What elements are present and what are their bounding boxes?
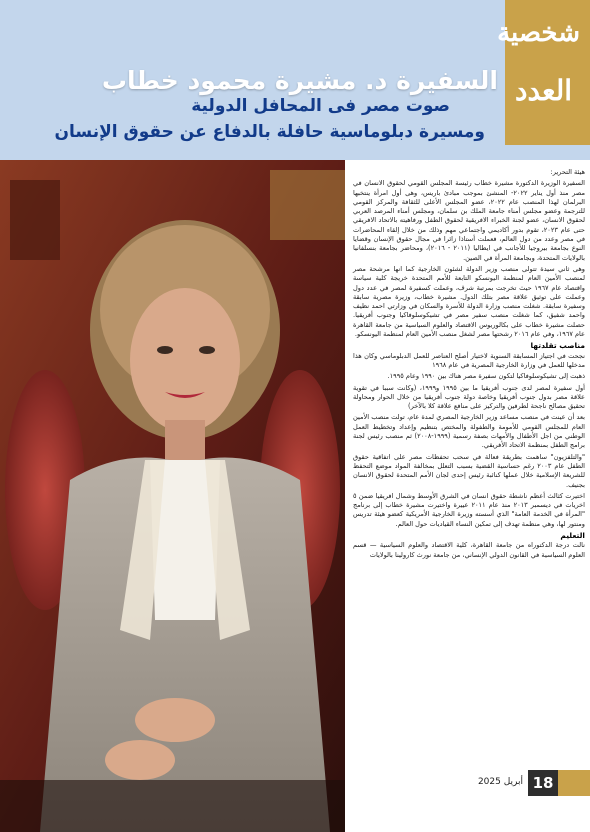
issue-date: أبريل 2025 — [477, 777, 523, 787]
article-paragraph: نالت درجة الدكتوراه من جامعة القاهرة، كلية الاقتصاد والعلوم السياسية — قسم العلوم السياسية في القانون الدولي الإنساني، من جامعة نورث كارولينا بالولايات — [353, 541, 585, 559]
article-paragraph: نجحت في اجتياز المسابقة السنوية لاختيار أصلح العناصر للعمل الدبلوماسي وكان هذا مدخلها للعمل في وزارة الخارجية المصرية في عام ١٩٦٨ — [353, 351, 585, 369]
article-paragraph: "والتلفزيون" ساهمت بطريقة فعالة في سحب تحفظات مصر على اتفاقية حقوق الطفل عام ٢٠٠٣ رغم حساسية القضية بسبب التعلل بمخالفة المواد موضع التحفظ للشريعة الإسلامية خلال عملها كنائبة رئيس إحدى لجان الأمم المتحدة لحقوق الانسان بجنيف. — [353, 452, 586, 489]
footer-accent — [558, 770, 590, 796]
article-paragraph: ذهبت إلى تشيكوسلوفاكيا لتكون سفيرة مصر هناك بين ١٩٩٠ وعام ١٩٩٥. — [387, 372, 585, 381]
article-body — [353, 168, 585, 562]
article-byline: هيئة التحرير: — [550, 168, 585, 176]
subtitle-line-2: ومسيرة دبلوماسية حافلة بالدفاع عن حقوق الإنسان — [54, 122, 485, 142]
portrait-illustration — [0, 160, 345, 832]
section-heading: التعليم — [560, 530, 585, 540]
article-paragraph: السفيرة الوزيرة الدكتورة مشيرة خطاب رئيسة المجلس القومي لحقوق الانسان في مصر منذ أول يناير ٢٠٢٢- المنشئ بموجب مبادئ باريس، وهى أول امرأة ينتخبها البرلمان لهذا المنصب عام ٢٠٢٢، عضو المجلس الأعلى للثقافة والمركز القومي للترجمة وعضو مجلس أمناء جامعة الملك بن سلمان، ومجلس أمناء المرصد العربي لحقوق الانسان، عضو لجنة الخبراء الافريقية لحقوق الطفل ورفاهيته بالاتحاد الافريقي حتى عام ٢٠٢٣، تقوم بدور أكاديمي واجتماعي مهم وذلك من خلال إلقاء المحاضرات في مصر وعدد من دول العالم، فعملت أستاذا زائرا في مجال حقوق الإنسان وقضايا النوع بجامعة بيروجيا للأجانب في ايطاليا (٢٠١١ - ٢٠١٦)، ومحاضر بجامعة بنسلفانيا بالولايات المتحدة، وبجامعة المرأة في الصين. — [353, 179, 585, 262]
article-paragraph: بعد أن عينت في منصب مساعد وزير الخارجية المصري لمدة عام، تولت منصب الأمين العام للمجلس القومي للأمومة والطفولة والمختص بتنظيم وإعداد وتخطيط العمل الوطني من اجل الأطفال والأمهات بصفة رسمية (١٩٩٩-٢٠٠٨) ثم منصب رئيس لجنة برامج الطفل بمنظمة الاتحاد الأفريقي. — [353, 413, 585, 450]
page-number: 18 — [528, 770, 558, 796]
subtitle-line-1: صوت مصر فى المحافل الدولية — [191, 96, 450, 116]
article-column — [345, 168, 590, 768]
page-title: السفيرة د. مشيرة محمود خطاب — [101, 66, 498, 95]
article-paragraph: وهى ثاني سيدة تتولى منصب وزير الدولة لشئون الخارجية كما انها مرشحة مصر لمنصب الأمين العام لمنظمة اليونسكو التابعة للأمم المتحدة خريجة كلية سياسة واقتصاد عام ١٩٦٧ حيث تخرجت بمرتبة شرف، وعملت كسفيرة لمصر في عدد دول وعملت على توثيق علاقة مصر بتلك الدول. مشيرة خطاب، وزيرة مصرية سابقة وسفيرة سابقة. شغلت منصب وزارة الدولة للأسرة والسكان في وزارتي احمد نظيف واحمد شفيق، كما شغلت منصب سفير مصر في تشيكوسلوفاكيا وجنوب أفريقيا. حصلت مشيرة خطاب على بكالوريوس الاقتصاد والعلوم السياسية من جامعة القاهرة عام ١٩٦٧، وفي عام ٢٠١٦ رشحتها مصر لشغل منصب الأمين العام لمنظمة اليونسكو. — [353, 264, 585, 339]
article-paragraph: أول سفيرة لمصر لدى جنوب أفريقيا ما بين ١٩٩٥ و١٩٩٩، (وكانت سببا في تقوية علاقة مصر بدول جنوب أفريقيا وخاصة دولة جنوب أفريقيا من خلال الحوار ومحاولة تحقيق مصالح ناجحة لطرفين والتركيز على منافع علاقة كلا بالآخر) — [353, 383, 586, 411]
badge-line-1: شخصية — [497, 18, 580, 48]
section-heading: مناصب تقلدتها — [530, 341, 585, 351]
section-badge — [497, 0, 590, 145]
portrait-photo — [0, 160, 345, 832]
footer-space — [345, 796, 590, 832]
article-paragraph: اختيرت كثالث أعظم ناشطة حقوق انسان في الشرق الأوسط وشمال افريقيا ضمن ٥ اخريات في ديسمبر ٢٠١٣ منذ عام ٢٠١١ عييرة واختيرت مشيرة خطاب إلى برنامج "المرأة في الخدمة العامة" الذي أسسته وزيرة الخارجية الأمريكية كعضو هيئة تدريس ومنتور لها، وهي منظمة تهدف إلى تمكين النساء القياديات حول العالم. — [353, 491, 586, 528]
badge-line-2: العدد — [515, 74, 572, 107]
